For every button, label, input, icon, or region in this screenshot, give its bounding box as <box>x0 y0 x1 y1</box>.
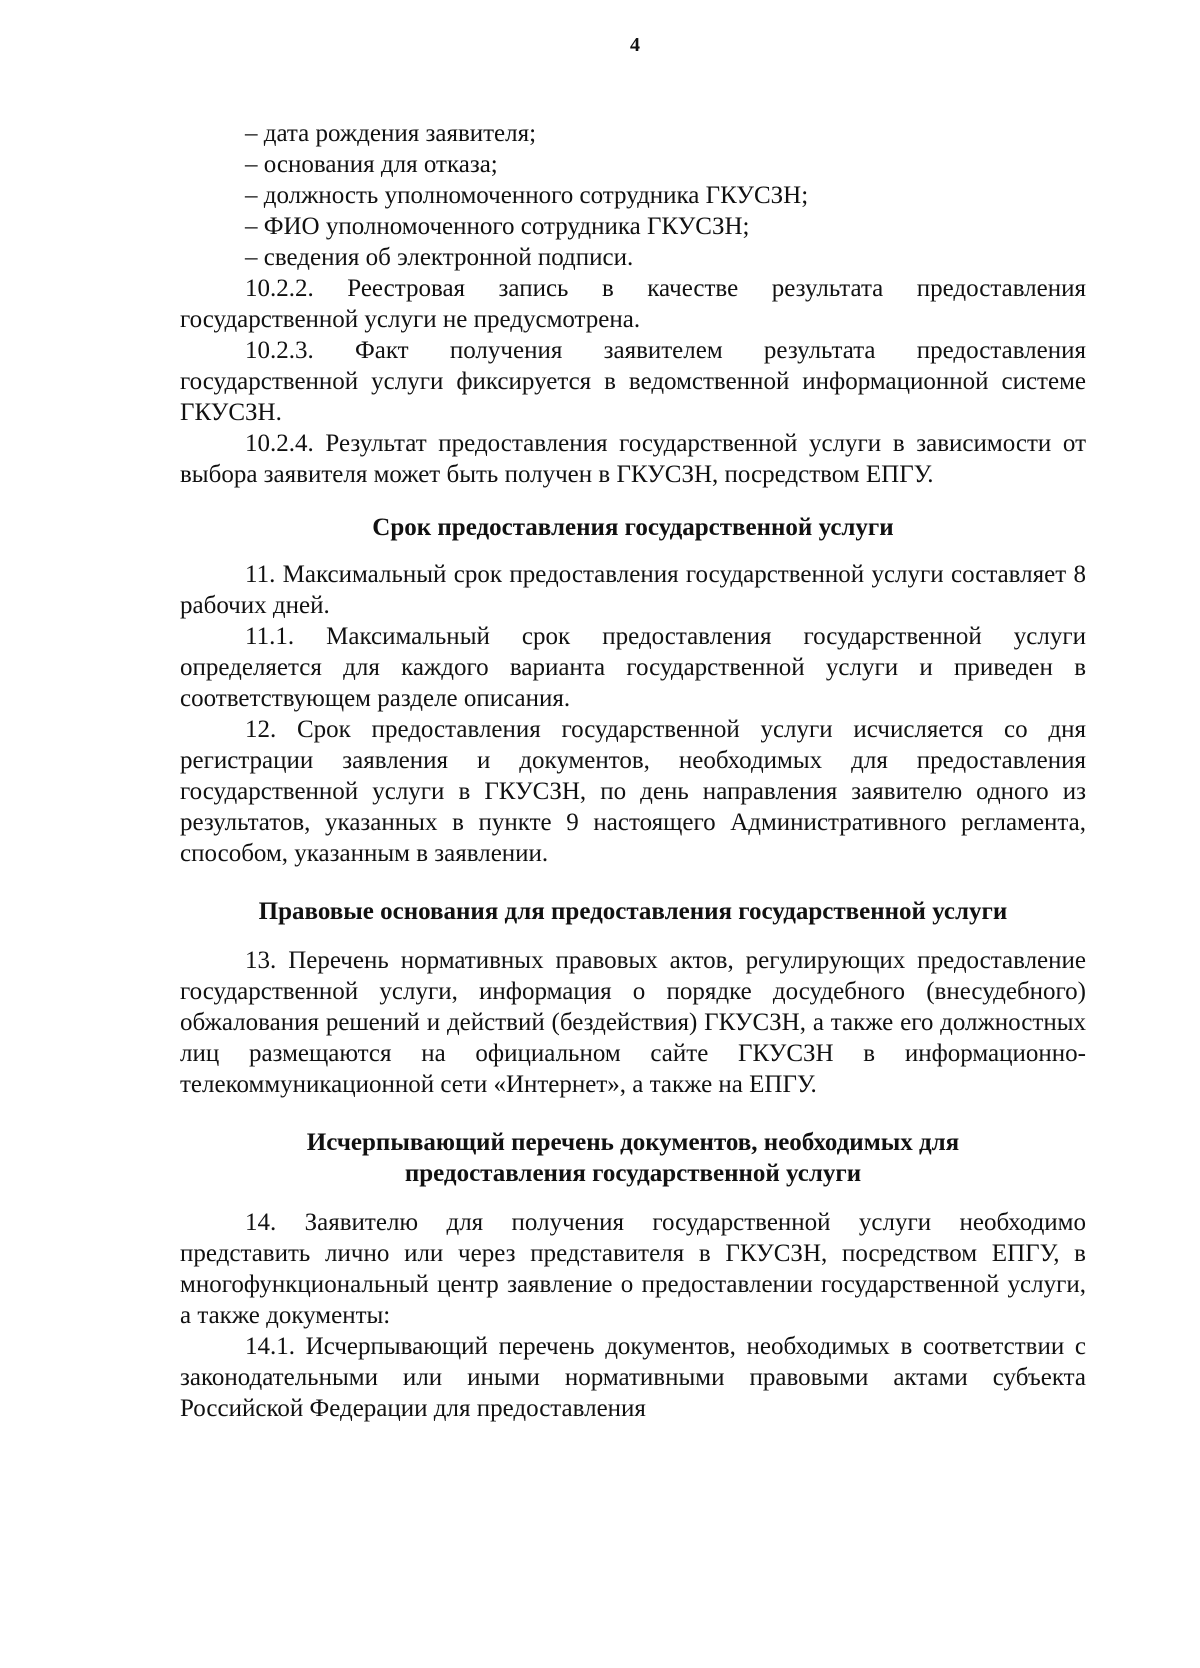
list-item: – должность уполномоченного сотрудника ГКУСЗН; <box>245 182 809 209</box>
section-heading-documents-line2: предоставления государственной услуги <box>404 1160 862 1187</box>
paragraph-10-2-3: 10.2.3. Факт получения заявителем результата предоставления государственной услуги фиксируется в ведомственной информационной системе ГКУСЗН. <box>180 337 1086 426</box>
list-item: – ФИО уполномоченного сотрудника ГКУСЗН; <box>245 213 750 240</box>
paragraph-13: 13. Перечень нормативных правовых актов, регулирующих предоставление государственной услуги, информация о порядке досудебного (внесудебного) обжалования решений и действий (бездействия) ГКУСЗН, а также его должностных лиц размещаются на официальном сайте ГКУСЗН в информационно-телекоммуникационной сети «Интернет», а также на ЕПГУ. <box>180 947 1086 1098</box>
section-heading-term: Срок предоставления государственной услуги <box>372 514 894 541</box>
list-item: – дата рождения заявителя; <box>245 120 537 147</box>
section-heading-documents-line1: Исчерпывающий перечень документов, необходимых для <box>306 1129 960 1156</box>
list-item: – основания для отказа; <box>245 151 498 178</box>
paragraph-14-1: 14.1. Исчерпывающий перечень документов, необходимых в соответствии с законодательными или иными нормативными правовыми актами субъекта Российской Федерации для предоставления <box>180 1333 1086 1422</box>
document-body <box>180 118 1086 1424</box>
paragraph-10-2-2: 10.2.2. Реестровая запись в качестве результата предоставления государственной услуги не предусмотрена. <box>180 275 1086 333</box>
paragraph-14: 14. Заявителю для получения государственной услуги необходимо представить лично или через представителя в ГКУСЗН, посредством ЕПГУ, в многофункциональный центр заявление о предоставлении государственной услуги, а также документы: <box>180 1209 1086 1329</box>
list-item: – сведения об электронной подписи. <box>245 244 634 271</box>
section-heading-legal-basis: Правовые основания для предоставления государственной услуги <box>258 898 1008 925</box>
page-number: 4 <box>630 34 640 56</box>
section-heading-documents <box>180 1127 1086 1189</box>
paragraph-11: 11. Максимальный срок предоставления государственной услуги составляет 8 рабочих дней. <box>180 561 1086 619</box>
paragraph-12: 12. Срок предоставления государственной услуги исчисляется со дня регистрации заявления и документов, необходимых для предоставления государственной услуги в ГКУСЗН, по день направления заявителю одного из результатов, указанных в пункте 9 настоящего Административного регламента, способом, указанным в заявлении. <box>180 716 1086 867</box>
paragraph-11-1: 11.1. Максимальный срок предоставления государственной услуги определяется для каждого варианта государственной услуги и приведен в соответствующем разделе описания. <box>180 623 1086 712</box>
paragraph-10-2-4: 10.2.4. Результат предоставления государственной услуги в зависимости от выбора заявителя может быть получен в ГКУСЗН, посредством ЕПГУ. <box>180 430 1086 488</box>
